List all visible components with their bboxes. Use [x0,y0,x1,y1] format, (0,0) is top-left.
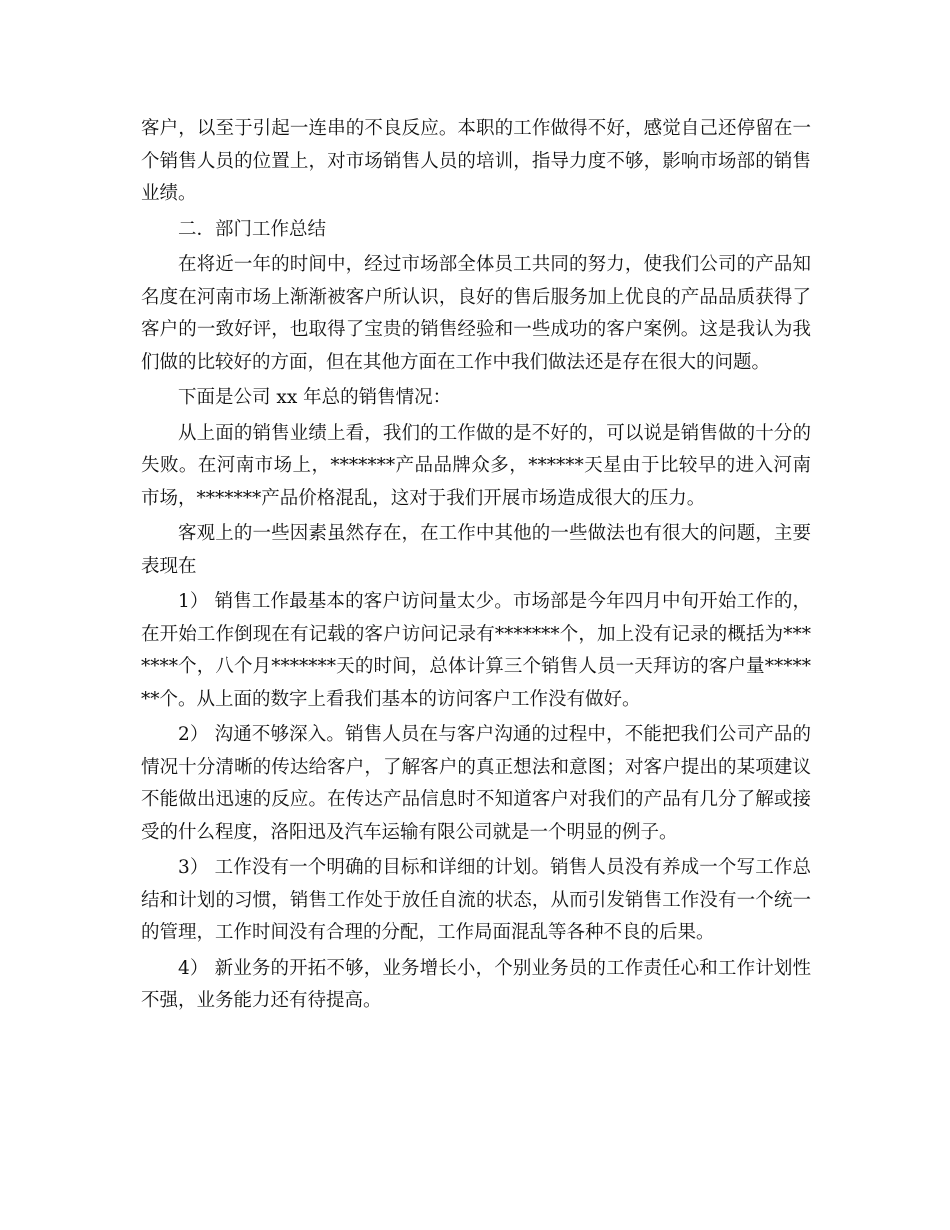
paragraph-sales-analysis: 从上面的销售业绩上看，我们的工作做的是不好的，可以说是销售做的十分的失败。在河南市场上，*******产品品牌众多，******天星由于比较早的进入河南市场，*******产品价格混乱，这对于我们开展市场造成很大的压力。 [141,422,811,509]
paragraph-continuation: 客户，以至于引起一连串的不良反应。本职的工作做得不好，感觉自己还停留在一个销售人员的位置上，对市场销售人员的培训，指导力度不够，影响市场部的销售业绩。 [141,118,811,204]
paragraph-problems-intro: 客观上的一些因素虽然存在，在工作中其他的一些做法也有很大的问题，主要表现在 [141,523,811,577]
list-item-problem-3: 3） 工作没有一个明确的目标和详细的计划。销售人员没有养成一个写工作总结和计划的习惯，销售工作处于放任自流的状态，从而引发销售工作没有一个统一的管理，工作时间没有合理的分配，工作局面混乱等各种不良的后果。 [141,857,811,943]
paragraph-year-overview: 在将近一年的时间中，经过市场部全体员工共同的努力，使我们公司的产品知名度在河南市场上渐渐被客户所认识，良好的售后服务加上优良的产品品质获得了客户的一致好评，也取得了宝贵的销售经验和一些成功的客户案例。这是我认为我们做的比较好的方面，但在其他方面在工作中我们做法还是存在很大的问题。 [141,254,811,373]
list-item-problem-2: 2） 沟通不够深入。销售人员在与客户沟通的过程中，不能把我们公司产品的情况十分清晰的传达给客户，了解客户的真正想法和意图；对客户提出的某项建议不能做出迅速的反应。在传达产品信息时不知道客户对我们的产品有几分了解或接受的什么程度，洛阳迅及汽车运输有限公司就是一个明显的例子。 [141,724,811,843]
list-item-problem-1: 1） 销售工作最基本的客户访问量太少。市场部是今年四月中旬开始工作的，在开始工作倒现在有记载的客户访问记录有*******个，加上没有记录的概括为*******个，八个月*******天的时间，总体计算三个销售人员一天拜访的客户量*******个。从上面的数字上看我们基本的访问客户工作没有做好。 [141,591,811,710]
document-page [141,113,811,1021]
section-heading-department-summary: 二．部门工作总结 [178,218,327,240]
paragraph-sales-intro: 下面是公司 xx 年总的销售情况： [178,387,452,408]
list-item-problem-4: 4） 新业务的开拓不够，业务增长小，个别业务员的工作责任心和工作计划性不强，业务能力还有待提高。 [141,957,811,1011]
